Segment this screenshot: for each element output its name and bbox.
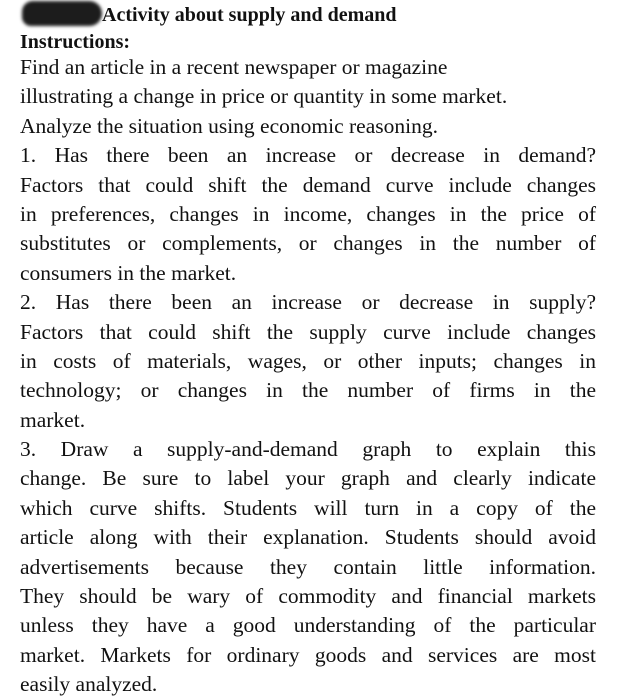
instructions-heading: Instructions: bbox=[20, 31, 131, 53]
text-line: Factors that could shift the supply curve include changes bbox=[20, 319, 596, 344]
text-line: 2. Has there been an increase or decrease in supply? bbox=[20, 290, 596, 315]
text-line: technology; or changes in the number of firms in the bbox=[20, 378, 596, 403]
document-title: Activity about supply and demand bbox=[102, 4, 397, 26]
text-line: article along with their explanation. Students should avoid bbox=[20, 525, 596, 550]
text-line: market. Markets for ordinary goods and services are most bbox=[20, 642, 596, 667]
text-line: substitutes or complements, or changes in the number of bbox=[20, 231, 596, 256]
text-line: Analyze the situation using economic reasoning. bbox=[20, 113, 438, 138]
text-line: advertisements because they contain little information. bbox=[20, 554, 596, 579]
text-line: 3. Draw a supply-and-demand graph to explain this bbox=[20, 437, 596, 462]
redaction-mark bbox=[22, 1, 102, 26]
text-line: Find an article in a recent newspaper or magazine bbox=[20, 55, 448, 79]
text-line: in costs of materials, wages, or other inputs; changes in bbox=[20, 348, 596, 373]
text-line: They should be wary of commodity and financial markets bbox=[20, 584, 596, 609]
text-line: Factors that could shift the demand curve include changes bbox=[20, 172, 596, 197]
text-line: consumers in the market. bbox=[20, 260, 237, 285]
text-line: illustrating a change in price or quantity in some market. bbox=[20, 84, 508, 109]
text-line: which curve shifts. Students will turn in a copy of the bbox=[20, 495, 596, 520]
text-line: easily analyzed. bbox=[20, 672, 158, 697]
text-line: unless they have a good understanding of the particular bbox=[20, 613, 596, 638]
text-line: 1. Has there been an increase or decrease in demand? bbox=[20, 143, 596, 168]
text-line: market. bbox=[20, 407, 86, 432]
text-line: in preferences, changes in income, changes in the price of bbox=[20, 201, 596, 226]
instructions-body bbox=[20, 53, 596, 700]
text-line: change. Be sure to label your graph and clearly indicate bbox=[20, 466, 596, 491]
